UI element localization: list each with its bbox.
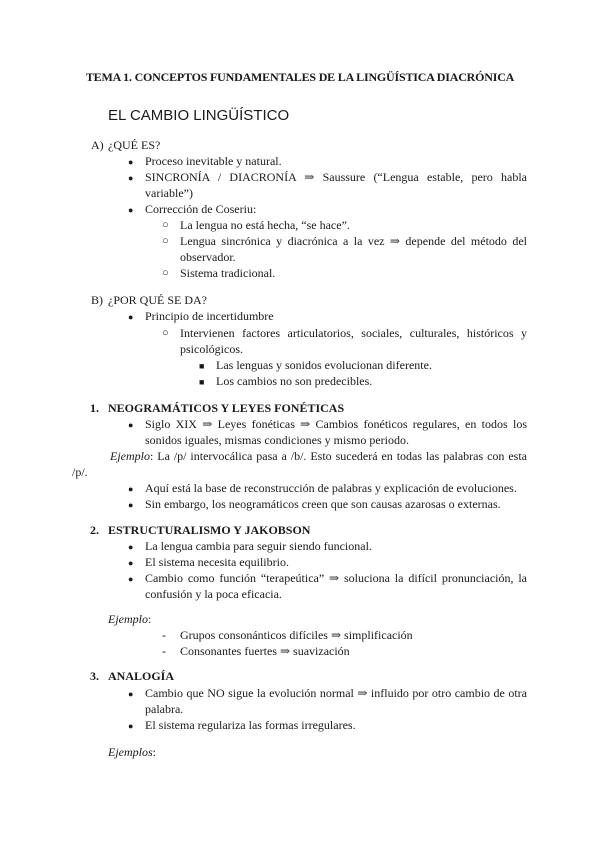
bullet-icon: ●: [128, 420, 134, 430]
section-3-heading: ANALOGÍA: [108, 669, 175, 683]
list-item: Aquí está la base de reconstrucción de palabras y explicación de evoluciones.: [145, 481, 517, 495]
square-bullet-icon: ■: [199, 361, 205, 371]
list-item: El sistema necesita equilibrio.: [145, 555, 289, 569]
bullet-icon: ●: [128, 205, 134, 215]
list-item: Cambio que NO sigue la evolución normal ⇒ influido por otro cambio de otra palabra.: [145, 686, 527, 716]
list-item: La lengua cambia para seguir siendo funcional.: [145, 539, 372, 553]
part-a-marker: A): [91, 138, 104, 152]
list-item: La lengua no está hecha, “se hace”.: [180, 218, 350, 232]
example-label: Ejemplo: [110, 449, 150, 463]
section-title: EL CAMBIO LINGÜÍSTICO: [108, 107, 290, 124]
part-b-heading: ¿POR QUÉ SE DA?: [108, 293, 207, 307]
list-item: Siglo XIX ⇒ Leyes fonéticas ⇒ Cambios fonéticos regulares, en todos los sonidos iguales, mismas condiciones y mismo periodo.: [145, 417, 527, 447]
example-label: Ejemplos: [108, 745, 153, 759]
list-item: Principio de incertidumbre: [145, 309, 274, 323]
list-item: Proceso inevitable y natural.: [145, 154, 282, 168]
example-label: Ejemplo: [108, 612, 148, 626]
list-item: El sistema regulariza las formas irregulares.: [145, 718, 356, 732]
list-item: Sin embargo, los neogramáticos creen que son causas azarosas o externas.: [145, 497, 501, 511]
bullet-icon: ●: [128, 689, 134, 699]
circle-bullet-icon: ○: [162, 235, 169, 247]
bullet-icon: ●: [128, 312, 134, 322]
part-a-heading: ¿QUÉ ES?: [108, 138, 161, 152]
bullet-icon: ●: [128, 484, 134, 494]
circle-bullet-icon: ○: [162, 327, 169, 339]
list-item: Los cambios no son predecibles.: [216, 374, 373, 388]
example-colon: :: [148, 612, 152, 626]
section-3-number: 3.: [90, 669, 99, 683]
bullet-icon: ●: [128, 574, 134, 584]
bullet-icon: ●: [128, 721, 134, 731]
list-item: Lengua sincrónica y diacrónica a la vez ⇒ depende del método del observador.: [180, 234, 527, 264]
section-2-heading: ESTRUCTURALISMO Y JAKOBSON: [108, 523, 311, 537]
part-b-marker: B): [91, 293, 103, 307]
example-heading: [108, 611, 151, 627]
example-text: : La /p/ intervocálica pasa a /b/. Esto sucederá en todas las palabras con esta /p/.: [72, 449, 527, 479]
bullet-icon: ●: [128, 542, 134, 552]
list-item: Corrección de Coseriu:: [145, 202, 257, 216]
dash-bullet-icon: -: [162, 628, 166, 642]
bullet-icon: ●: [128, 157, 134, 167]
section-1-number: 1.: [90, 401, 99, 415]
list-item: Sistema tradicional.: [180, 266, 276, 280]
list-item: Cambio como función “terapeútica” ⇒ soluciona la difícil pronunciación, la confusión y la poca eficacia.: [145, 571, 527, 601]
list-item: Intervienen factores articulatorios, sociales, culturales, históricos y psicológicos.: [180, 326, 527, 356]
list-item: Consonantes fuertes ⇒ suavización: [180, 644, 350, 658]
bullet-icon: ●: [128, 173, 134, 183]
list-item: Las lenguas y sonidos evolucionan diferente.: [216, 358, 432, 372]
section-1-heading: NEOGRAMÁTICOS Y LEYES FONÉTICAS: [108, 401, 345, 415]
bullet-icon: ●: [128, 558, 134, 568]
bullet-icon: ●: [128, 500, 134, 510]
document-title: TEMA 1. CONCEPTOS FUNDAMENTALES DE LA LINGÜÍSTICA DIACRÓNICA: [85, 70, 515, 84]
square-bullet-icon: ■: [199, 377, 205, 387]
circle-bullet-icon: ○: [162, 219, 169, 231]
example-colon: :: [152, 745, 157, 759]
example-heading: [108, 744, 156, 760]
example-paragraph: [72, 448, 527, 480]
circle-bullet-icon: ○: [162, 267, 169, 279]
dash-bullet-icon: -: [162, 644, 166, 658]
list-item: SINCRONÍA / DIACRONÍA ⇒ Saussure (“Lengua estable, pero habla variable”): [145, 170, 527, 200]
section-2-number: 2.: [90, 523, 99, 537]
list-item: Grupos consonánticos difíciles ⇒ simplificación: [180, 628, 413, 642]
